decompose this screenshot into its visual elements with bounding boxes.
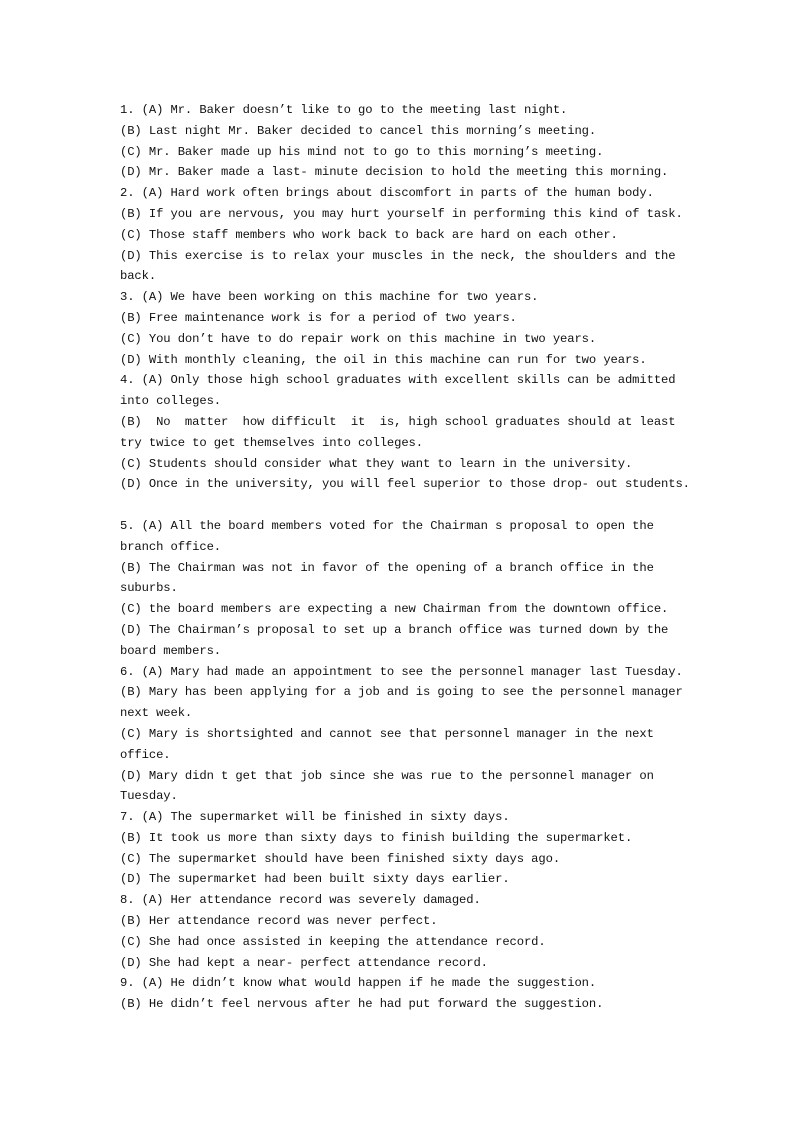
question-7-option-b: (B) It took us more than sixty days to finish building the supermarket.: [120, 830, 633, 845]
question-3-option-b: (B) Free maintenance work is for a period of two years.: [120, 310, 517, 325]
question-3-option-c: (C) You don’t have to do repair work on this machine in two years.: [120, 331, 597, 346]
question-8-option-a: 8. (A) Her attendance record was severely damaged.: [120, 893, 481, 908]
question-9-option-a: 9. (A) He didn’t know what would happen if he made the suggestion.: [120, 976, 597, 991]
question-3-option-d: (D) With monthly cleaning, the oil in this machine can run for two years.: [120, 352, 647, 367]
blank-line: [120, 495, 680, 516]
question-5-option-d-continued: board members.: [120, 643, 221, 658]
question-5-option-b: (B) The Chairman was not in favor of the opening of a branch office in the: [120, 560, 654, 575]
question-4-option-a: 4. (A) Only those high school graduates with excellent skills can be admitted: [120, 373, 676, 388]
question-5: [120, 516, 680, 662]
question-2-option-a: 2. (A) Hard work often brings about discomfort in parts of the human body.: [120, 186, 654, 201]
question-1-option-b: (B) Last night Mr. Baker decided to cancel this morning’s meeting.: [120, 123, 597, 138]
question-6-option-d-continued: Tuesday.: [120, 789, 178, 804]
question-6-option-d: (D) Mary didn t get that job since she was rue to the personnel manager on: [120, 768, 654, 783]
question-7: [120, 807, 680, 890]
question-2-option-d: (D) This exercise is to relax your muscles in the neck, the shoulders and the: [120, 248, 676, 263]
question-1: [120, 100, 680, 183]
question-4-option-c: (C) Students should consider what they want to learn in the university.: [120, 456, 633, 471]
question-5-option-a: 5. (A) All the board members voted for the Chairman s proposal to open the: [120, 518, 654, 533]
document-page: [120, 100, 690, 1015]
question-4-option-b: (B) No matter how difficult it is, high school graduates should at least: [120, 414, 676, 429]
question-8-option-d: (D) She had kept a near- perfect attendance record.: [120, 955, 488, 970]
question-5-option-b-continued: suburbs.: [120, 581, 178, 596]
question-4: [120, 370, 690, 495]
question-6-option-b: (B) Mary has been applying for a job and is going to see the personnel manager: [120, 685, 683, 700]
question-5-option-c: (C) the board members are expecting a new Chairman from the downtown office.: [120, 602, 669, 617]
question-8-option-b: (B) Her attendance record was never perfect.: [120, 914, 438, 929]
question-6-option-a: 6. (A) Mary had made an appointment to see the personnel manager last Tuesday.: [120, 664, 683, 679]
question-2-option-d-continued: back.: [120, 269, 157, 284]
question-5-option-d: (D) The Chairman’s proposal to set up a branch office was turned down by the: [120, 622, 669, 637]
question-3: [120, 287, 680, 370]
question-4-option-d: (D) Once in the university, you will feel superior to those drop- out students.: [120, 477, 690, 492]
question-2: [120, 183, 683, 287]
question-1-option-a: 1. (A) Mr. Baker doesn’t like to go to the meeting last night.: [120, 103, 568, 117]
question-8: [120, 890, 680, 973]
question-6-option-c-continued: office.: [120, 747, 171, 762]
question-1-option-c: (C) Mr. Baker made up his mind not to go to this morning’s meeting.: [120, 144, 604, 159]
question-4-option-a-continued: into colleges.: [120, 394, 221, 409]
question-7-option-d: (D) The supermarket had been built sixty days earlier.: [120, 872, 510, 887]
question-2-option-c: (C) Those staff members who work back to back are hard on each other.: [120, 227, 618, 242]
question-8-option-c: (C) She had once assisted in keeping the attendance record.: [120, 934, 546, 949]
question-1-option-d: (D) Mr. Baker made a last- minute decision to hold the meeting this morning.: [120, 165, 669, 180]
question-4-option-b-continued: try twice to get themselves into colleges.: [120, 435, 423, 450]
question-2-option-b: (B) If you are nervous, you may hurt yourself in performing this kind of task.: [120, 206, 683, 221]
question-6: [120, 662, 683, 808]
question-7-option-c: (C) The supermarket should have been finished sixty days ago.: [120, 851, 561, 866]
question-5-option-a-continued: branch office.: [120, 539, 221, 554]
question-6-option-b-continued: next week.: [120, 706, 193, 721]
question-3-option-a: 3. (A) We have been working on this machine for two years.: [120, 290, 539, 305]
question-6-option-c: (C) Mary is shortsighted and cannot see that personnel manager in the next: [120, 726, 654, 741]
question-7-option-a: 7. (A) The supermarket will be finished in sixty days.: [120, 810, 510, 825]
question-9-option-b: (B) He didn’t feel nervous after he had put forward the suggestion.: [120, 997, 604, 1012]
question-9: [120, 973, 680, 1015]
